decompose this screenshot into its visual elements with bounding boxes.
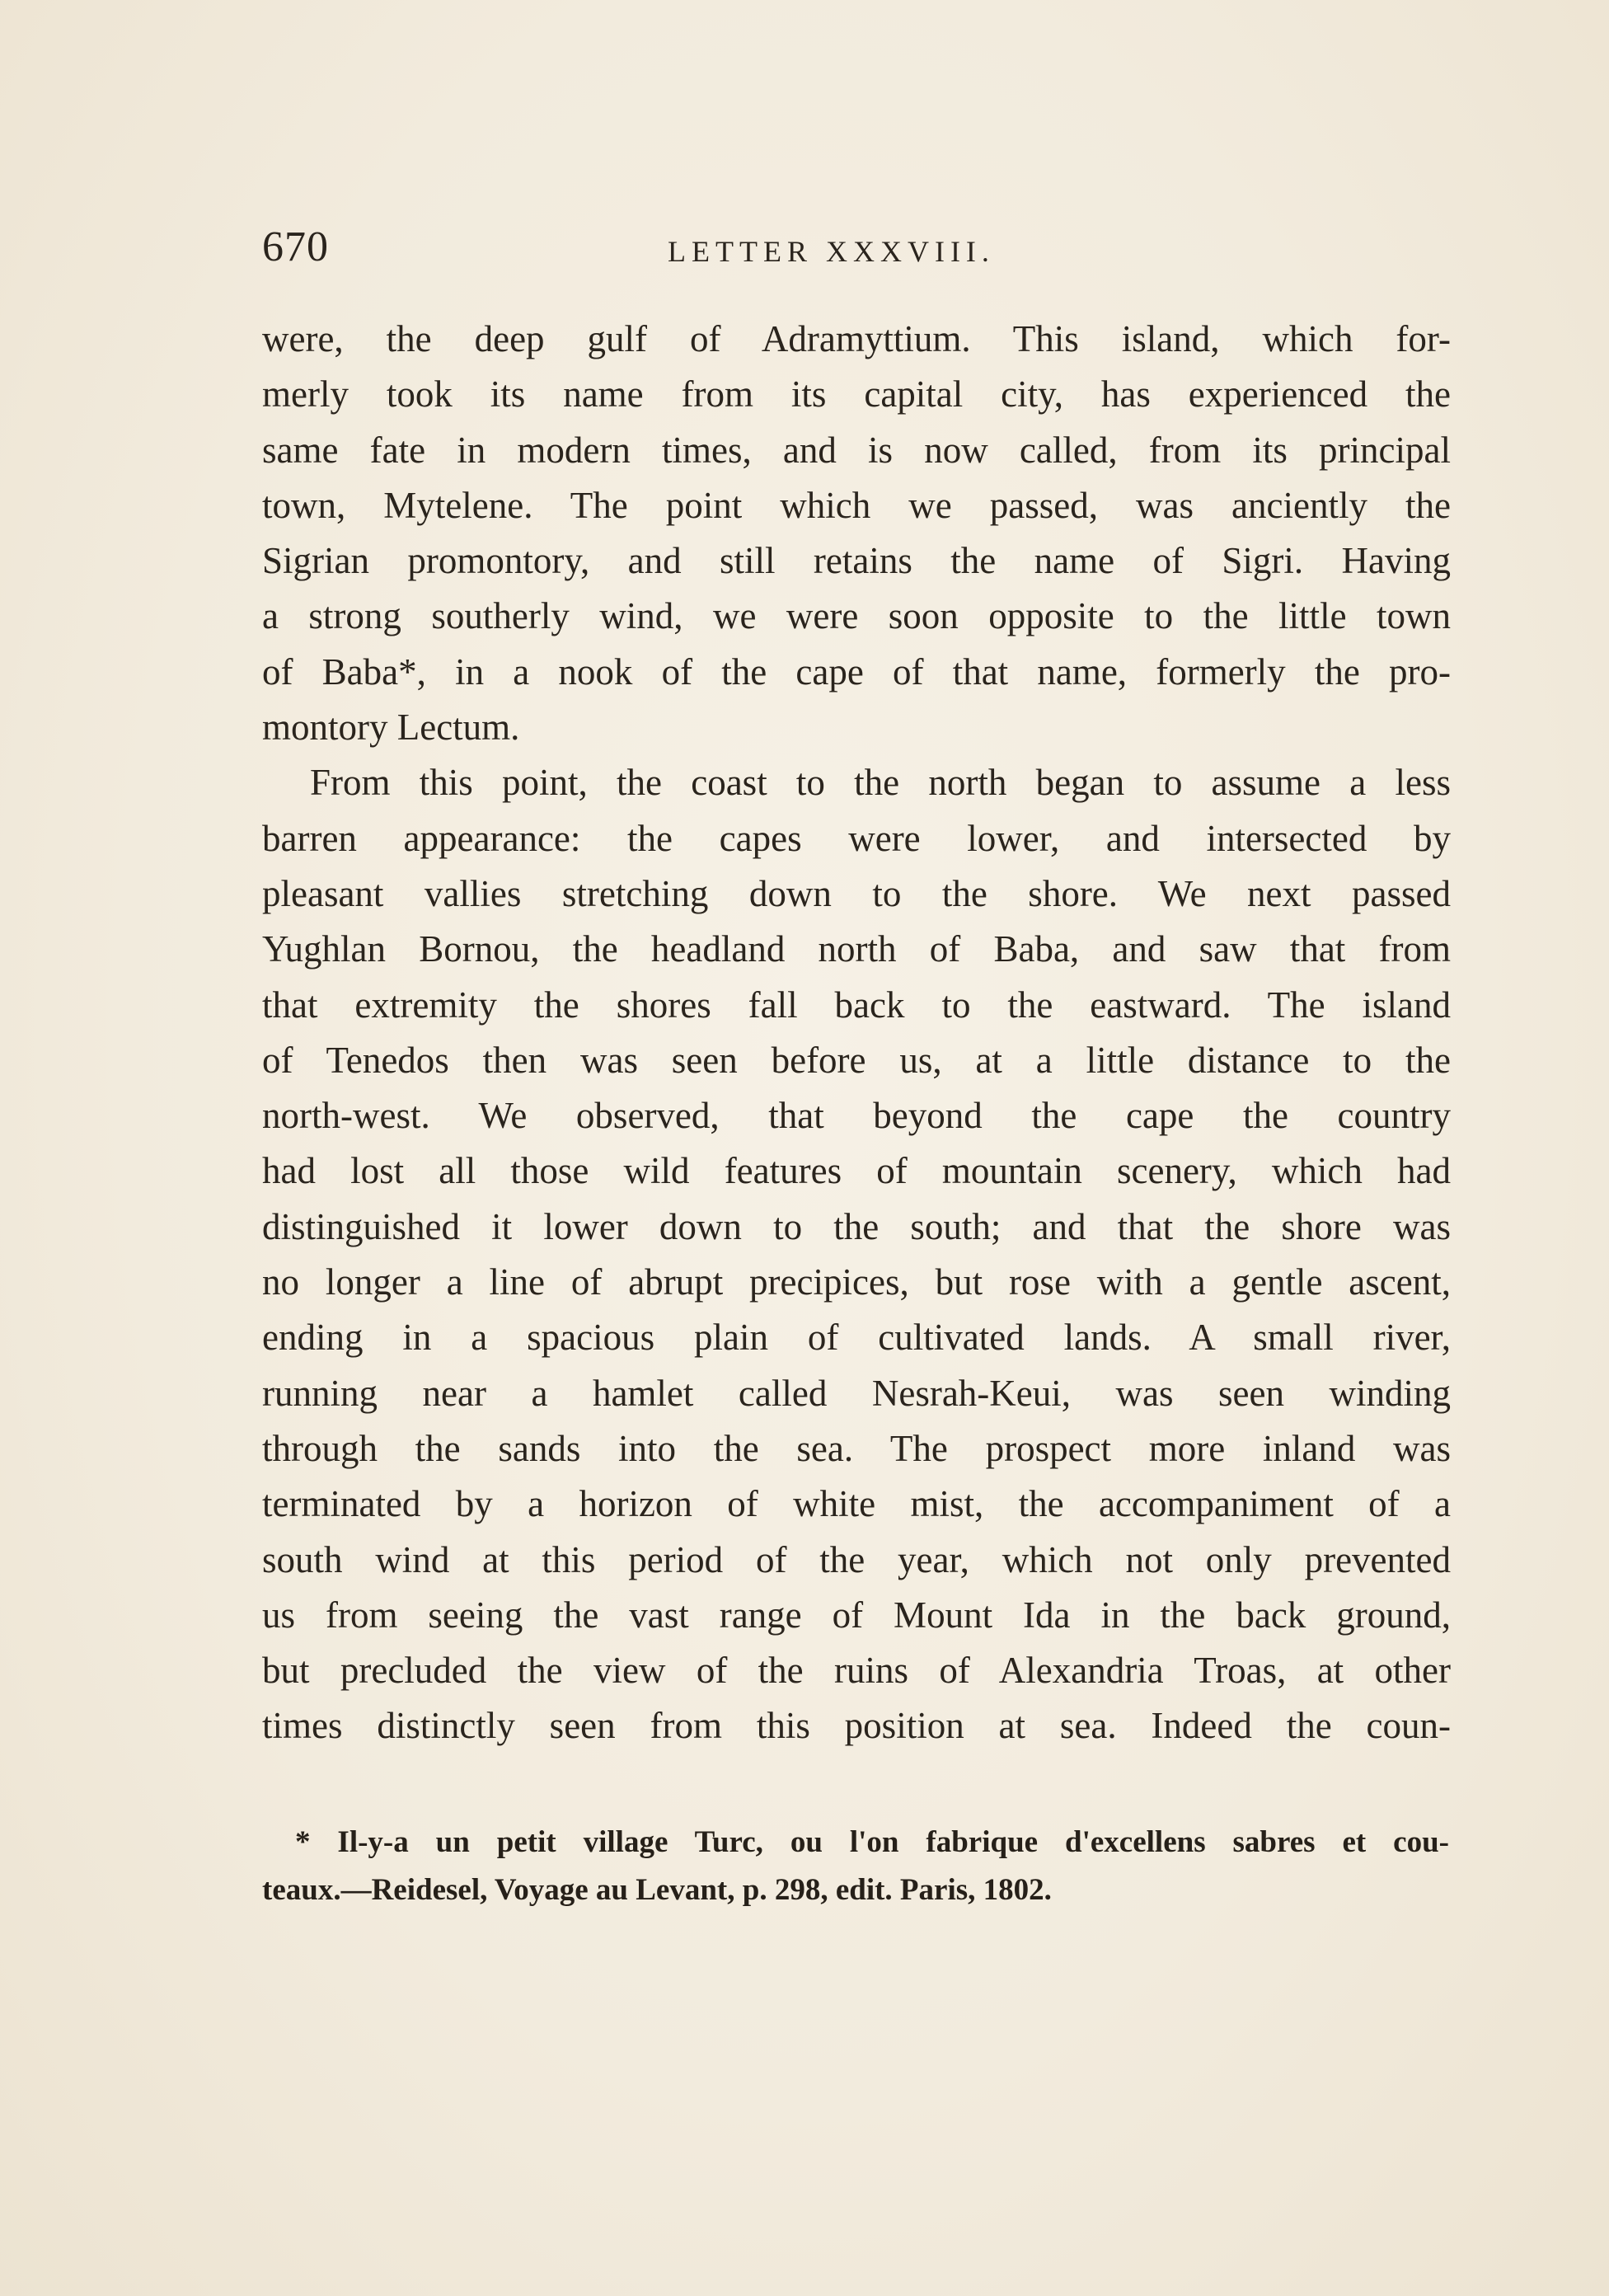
text-line: running near a hamlet called Nesrah-Keui, was seen winding (262, 1372, 1451, 1414)
text-line: north-west. We observed, that beyond the cape the country (262, 1095, 1451, 1137)
text-line: south wind at this period of the year, which not only prevented (262, 1538, 1451, 1580)
text-line: but precluded the view of the ruins of Alexandria Troas, at other (262, 1650, 1451, 1692)
footnote-line: teaux.—Reidesel, Voyage au Levant, p. 298, edit. Paris, 1802. (262, 1873, 1052, 1907)
text-line: barren appearance: the capes were lower, and intersected by (262, 817, 1451, 859)
running-head: LETTER XXXVIII. (668, 235, 995, 268)
text-line: of Baba*, in a nook of the cape of that name, formerly the pro- (262, 650, 1451, 693)
text-line: pleasant vallies stretching down to the shore. We next passed (262, 872, 1451, 914)
page-header (262, 223, 1449, 280)
footnote-line: * Il-y-a un petit village Turc, ou l'on fabrique d'excellens sabres et cou- (295, 1825, 1449, 1859)
text-line: town, Mytelene. The point which we passed, was anciently the (262, 484, 1451, 526)
text-line: of Tenedos then was seen before us, at a little distance to the (262, 1039, 1451, 1081)
text-line: had lost all those wild features of mountain scenery, which had (262, 1150, 1451, 1192)
text-line: no longer a line of abrupt precipices, but rose with a gentle ascent, (262, 1261, 1451, 1303)
text-line: From this point, the coast to the north began to assume a less (310, 762, 1451, 804)
text-line: terminated by a horizon of white mist, the accompaniment of a (262, 1483, 1451, 1525)
text-line: us from seeing the vast range of Mount Ida in the back ground, (262, 1594, 1451, 1636)
text-line: a strong southerly wind, we were soon opposite to the little town (262, 595, 1451, 637)
page-number: 670 (262, 223, 329, 270)
text-line: were, the deep gulf of Adramyttium. This island, which for- (262, 318, 1451, 359)
text-line: times distinctly seen from this position at sea. Indeed the coun- (262, 1705, 1451, 1747)
text-line: ending in a spacious plain of cultivated lands. A small river, (262, 1317, 1451, 1359)
text-line: same fate in modern times, and is now called, from its principal (262, 429, 1451, 471)
text-line: through the sands into the sea. The prospect more inland was (262, 1427, 1451, 1469)
text-line: distinguished it lower down to the south; and that the shore was (262, 1205, 1451, 1247)
text-line: that extremity the shores fall back to the eastward. The island (262, 984, 1451, 1026)
text-line: merly took its name from its capital city, has experienced the (262, 373, 1451, 416)
text-line: Sigrian promontory, and still retains the name of Sigri. Having (262, 540, 1451, 582)
body-text (262, 312, 1451, 1771)
footnote (262, 1819, 1449, 1914)
text-line: montory Lectum. (262, 707, 520, 749)
text-line: Yughlan Bornou, the headland north of Baba, and saw that from (262, 928, 1451, 970)
